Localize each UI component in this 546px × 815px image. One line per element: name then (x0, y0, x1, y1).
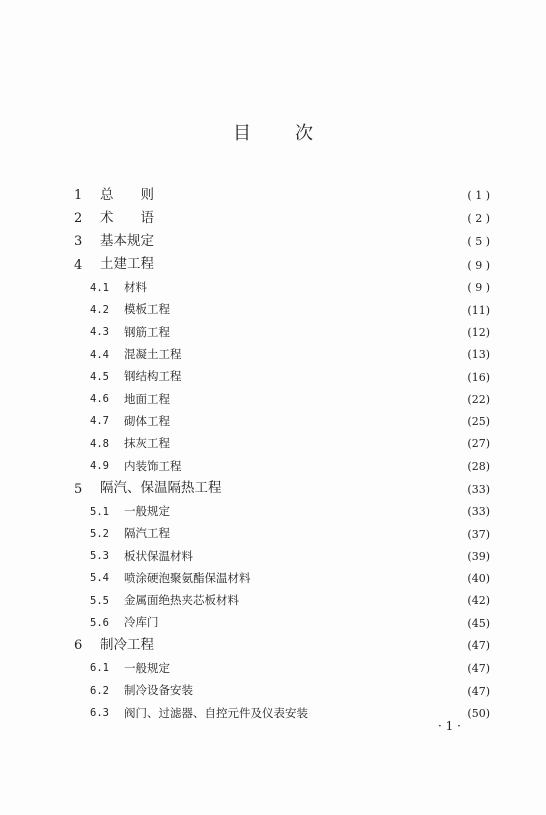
toc-chapter-row[interactable] (74, 477, 490, 500)
toc-section-row[interactable] (74, 433, 490, 455)
toc-entry-label: 隔汽、保温隔热工程 (100, 480, 222, 497)
toc-leader-dots (178, 664, 444, 674)
toc-entry-number: 5.6 (90, 616, 109, 629)
toc-entry-number: 6.2 (90, 684, 109, 697)
toc-entry-number: 5.5 (90, 594, 109, 607)
toc-entry-number: 6 (74, 638, 83, 654)
toc-entry-page: ( 1 ) (467, 189, 490, 203)
toc-entry-page: (47) (467, 662, 490, 676)
toc-leader-dots (162, 260, 444, 270)
toc-leader-dots (178, 327, 444, 337)
toc-leader-dots (316, 708, 444, 718)
toc-section-row[interactable] (74, 658, 490, 680)
toc-entry-label: 内装饰工程 (124, 458, 182, 473)
toc-leader-dots (201, 551, 444, 561)
toc-entry-page: (28) (467, 459, 490, 473)
toc-section-row[interactable] (74, 568, 490, 590)
toc-section-row[interactable] (74, 277, 490, 299)
toc-entry-page: (12) (467, 325, 490, 339)
toc-entry-page: (33) (467, 482, 490, 496)
toc-leader-dots (178, 439, 444, 449)
toc-leader-dots (178, 305, 444, 315)
toc-entry-number: 4.2 (90, 303, 109, 316)
toc-entry-label: 冷库门 (124, 615, 159, 630)
title-right-char: 次 (295, 123, 313, 144)
toc-leader-dots (162, 191, 444, 201)
toc-leader-dots (230, 484, 445, 494)
toc-entry-label: 模板工程 (124, 302, 170, 317)
toc-chapter-row[interactable] (74, 634, 490, 657)
toc-leader-dots (178, 394, 444, 404)
toc-leader-dots (155, 283, 444, 293)
toc-entry-number: 4.8 (90, 437, 109, 450)
toc-entry-page: (13) (467, 348, 490, 362)
toc-entry-label: 总 则 (100, 186, 154, 203)
toc-leader-dots (190, 350, 445, 360)
toc-entry-label: 术 语 (100, 210, 154, 227)
toc-entry-number: 4.6 (90, 393, 109, 406)
toc-section-row[interactable] (74, 702, 490, 724)
toc-entry-label: 砌体工程 (124, 413, 170, 428)
page-number: · 1 · (438, 719, 461, 733)
toc-section-row[interactable] (74, 344, 490, 366)
toc-entry-page: ( 5 ) (467, 235, 490, 249)
toc-leader-dots (178, 507, 444, 517)
toc-chapter-row[interactable] (74, 230, 490, 253)
toc-entry-label: 混凝土工程 (124, 347, 182, 362)
toc-entry-page: (50) (467, 706, 490, 720)
toc-entry-number: 4.3 (90, 326, 109, 339)
toc-entry-label: 阀门、过滤器、自控元件及仪表安装 (124, 705, 308, 720)
toc-entry-number: 4.7 (90, 415, 109, 428)
toc-section-row[interactable] (74, 455, 490, 477)
toc-leader-dots (190, 461, 445, 471)
toc-entry-label: 抹灰工程 (124, 436, 170, 451)
page-title (0, 119, 546, 145)
toc-entry-page: ( 9 ) (467, 281, 490, 295)
toc-leader-dots (167, 618, 445, 628)
toc-entry-number: 6.3 (90, 707, 109, 720)
toc-chapter-row[interactable] (74, 207, 490, 230)
toc-entry-page: ( 9 ) (467, 258, 490, 272)
toc-entry-page: (11) (467, 303, 490, 317)
toc-entry-label: 制冷设备安装 (124, 683, 193, 698)
toc-entry-number: 4 (74, 257, 83, 273)
toc-entry-label: 基本规定 (100, 233, 154, 250)
toc-leader-dots (162, 641, 444, 651)
toc-chapter-row[interactable] (74, 254, 490, 277)
toc-entry-number: 5.4 (90, 572, 109, 585)
toc-entry-label: 隔汽工程 (124, 526, 170, 541)
toc-entry-label: 钢结构工程 (124, 369, 182, 384)
toc-entry-number: 5.1 (90, 505, 109, 518)
toc-section-row[interactable] (74, 680, 490, 702)
toc-entry-number: 4.4 (90, 348, 109, 361)
toc-entry-label: 喷涂硬泡聚氨酯保温材料 (124, 570, 251, 585)
toc-entry-label: 材料 (124, 280, 147, 295)
toc-entry-page: (47) (467, 639, 490, 653)
title-left-char: 目 (233, 123, 251, 144)
toc-entry-page: ( 2 ) (467, 212, 490, 226)
toc-entry-page: (16) (467, 370, 490, 384)
toc-leader-dots (259, 574, 445, 584)
toc-entry-number: 2 (74, 211, 83, 227)
toc-entry-number: 5.3 (90, 550, 109, 563)
toc-leader-dots (201, 686, 444, 696)
toc-leader-dots (178, 417, 444, 427)
toc-entry-label: 金属面绝热夹芯板材料 (124, 593, 239, 608)
toc-section-row[interactable] (74, 523, 490, 545)
toc-entry-page: (22) (467, 392, 490, 406)
toc-section-row[interactable] (74, 366, 490, 388)
toc-entry-page: (45) (467, 616, 490, 630)
toc-entry-page: (40) (467, 572, 490, 586)
toc-section-row[interactable] (74, 388, 490, 410)
toc-entry-page: (37) (467, 527, 490, 541)
toc-entry-number: 4.1 (90, 281, 109, 294)
toc-entry-page: (25) (467, 415, 490, 429)
toc-section-row[interactable] (74, 612, 490, 634)
toc-leader-dots (247, 596, 444, 606)
toc-entry-label: 地面工程 (124, 391, 170, 406)
toc-entry-label: 土建工程 (100, 256, 154, 273)
toc-entry-number: 4.5 (90, 370, 109, 383)
toc-entry-number: 4.9 (90, 460, 109, 473)
table-of-contents (74, 184, 490, 724)
toc-entry-number: 3 (74, 234, 83, 250)
toc-entry-page: (42) (467, 594, 490, 608)
toc-section-row[interactable] (74, 321, 490, 343)
toc-leader-dots (190, 372, 445, 382)
toc-entry-label: 一般规定 (124, 660, 170, 675)
toc-section-row[interactable] (74, 590, 490, 612)
toc-section-row[interactable] (74, 501, 490, 523)
toc-entry-label: 钢筋工程 (124, 324, 170, 339)
toc-leader-dots (178, 529, 444, 539)
toc-entry-page: (33) (467, 505, 490, 519)
toc-section-row[interactable] (74, 299, 490, 321)
toc-leader-dots (162, 237, 444, 247)
toc-section-row[interactable] (74, 545, 490, 567)
toc-entry-number: 5.2 (90, 527, 109, 540)
toc-entry-number: 1 (74, 188, 83, 204)
toc-entry-label: 一般规定 (124, 504, 170, 518)
toc-entry-number: 5 (74, 481, 83, 497)
toc-chapter-row[interactable] (74, 184, 490, 207)
toc-entry-page: (27) (467, 437, 490, 451)
toc-entry-number: 6.1 (90, 662, 109, 675)
toc-leader-dots (162, 214, 444, 224)
toc-entry-label: 制冷工程 (100, 637, 154, 654)
toc-section-row[interactable] (74, 411, 490, 433)
toc-entry-label: 板状保温材料 (124, 548, 193, 563)
toc-entry-page: (47) (467, 684, 490, 698)
toc-entry-page: (39) (467, 549, 490, 563)
